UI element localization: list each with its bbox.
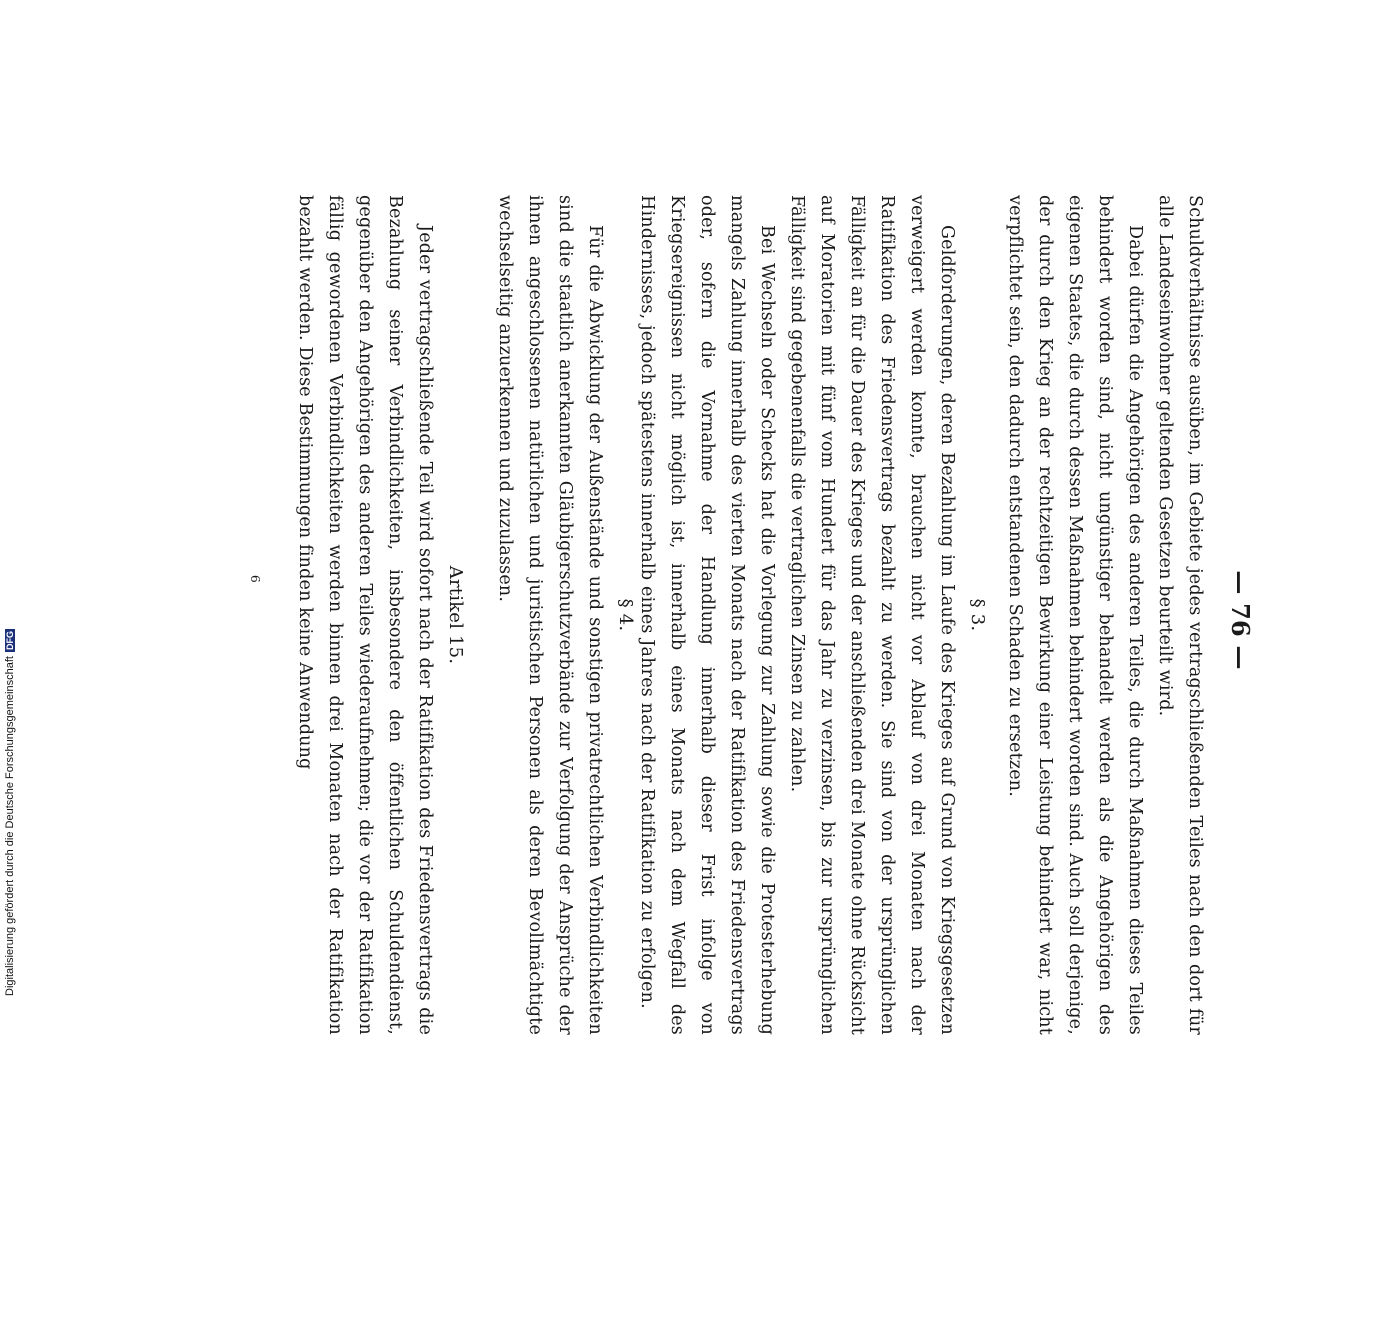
page-content [120, 120, 1260, 1120]
article-15-heading: Artikel 15. [445, 565, 466, 665]
funding-note-text: Digitalisierung gefördert durch die Deutsche Forschungsgemeinschaft [4, 656, 16, 996]
signature-mark: 6 [248, 575, 262, 583]
section-4-heading: § 4. [615, 598, 636, 632]
section-3-heading: § 3. [967, 598, 988, 632]
section-4 [490, 195, 640, 1035]
article-15 [290, 195, 470, 1035]
section-3 [632, 195, 992, 1035]
intro-block [1000, 195, 1210, 1035]
intro-paragraph-2: Dabei dürfen die Angehörigen des anderen Teiles, die durch Maßnahmen dieses Teiles behindert worden sind, nicht ungünstiger behandelt werden als die Angehörigen des eigenen Staates, die durch dessen Maßnahmen behindert worden sind. Auch soll derjenige, der durch den Krieg an der rechtzeitigen Bewirkung einer Leistung behindert war, nicht verpflichtet sein, den dadurch entstandenen Schaden zu ersetzen. [1005, 195, 1145, 1035]
intro-paragraph-1: Schuldverhältnisse ausüben, im Gebiete jedes vertragschließenden Teiles nach den dort für alle Landeseinwohner geltenden Gesetzen beurteilt wird. [1155, 195, 1205, 1035]
article-15-paragraph-1: Jeder vertragschließende Teil wird sofort nach der Ratifikation des Friedensvertrags die Bezahlung seiner Verbindlichkeiten, insbesondere den öffentlichen Schuldendienst, gegenüber den Angehörigen des anderen Teiles wiederaufnehmen; die vor der Ratifikation fällig gewordenen Verbindlichkeiten werden binnen drei Monaten nach der Ratifikation bezahlt werden. Diese Bestimmungen finden keine Anwendung [295, 195, 435, 1035]
section-3-paragraph-2: Bei Wechseln oder Schecks hat die Vorlegung zur Zahlung sowie die Protesterhebung mangels Zahlung innerhalb des vierten Monats nach der Ratifikation des Friedensvertrags oder, sofern die Vornahme der Handlung innerhalb dieser Frist infolge von Kriegsereignissen nicht möglich ist, innerhalb eines Monats nach dem Wegfall des Hindernisses, jedoch spätestens innerhalb eines Jahres nach der Ratifikation zu erfolgen. [637, 195, 777, 1035]
page-number: — 76 — [1226, 570, 1255, 670]
funding-note [4, 629, 16, 996]
dfg-logo: DFG [5, 631, 15, 651]
section-4-paragraph-1: Für die Abwicklung der Außenstände und sonstigen privatrechtlichen Verbindlichkeiten sind die staatlich anerkannten Gläubigerschutzverbände zur Verfolgung der Ansprüche der ihnen angeschlossenen natürlichen und juristischen Personen als deren Bevollmächtigte wechselseitig anzuerkennen und zuzulassen. [495, 195, 605, 1035]
section-3-paragraph-1: Geldforderungen, deren Bezahlung im Laufe des Krieges auf Grund von Kriegsgesetzen verweigert werden konnte, brauchen nicht vor Ablauf von drei Monaten nach der Ratifikation des Friedensvertrags bezahlt zu werden. Sie sind von der ursprünglichen Fälligkeit an für die Dauer des Krieges und der anschließenden drei Monate ohne Rücksicht auf Moratorien mit fünf vom Hundert für das Jahr zu verzinsen, bis zur ursprünglichen Fälligkeit sind gegebenenfalls die vertraglichen Zinsen zu zahlen. [787, 195, 957, 1035]
rotated-page [120, 120, 1260, 1320]
